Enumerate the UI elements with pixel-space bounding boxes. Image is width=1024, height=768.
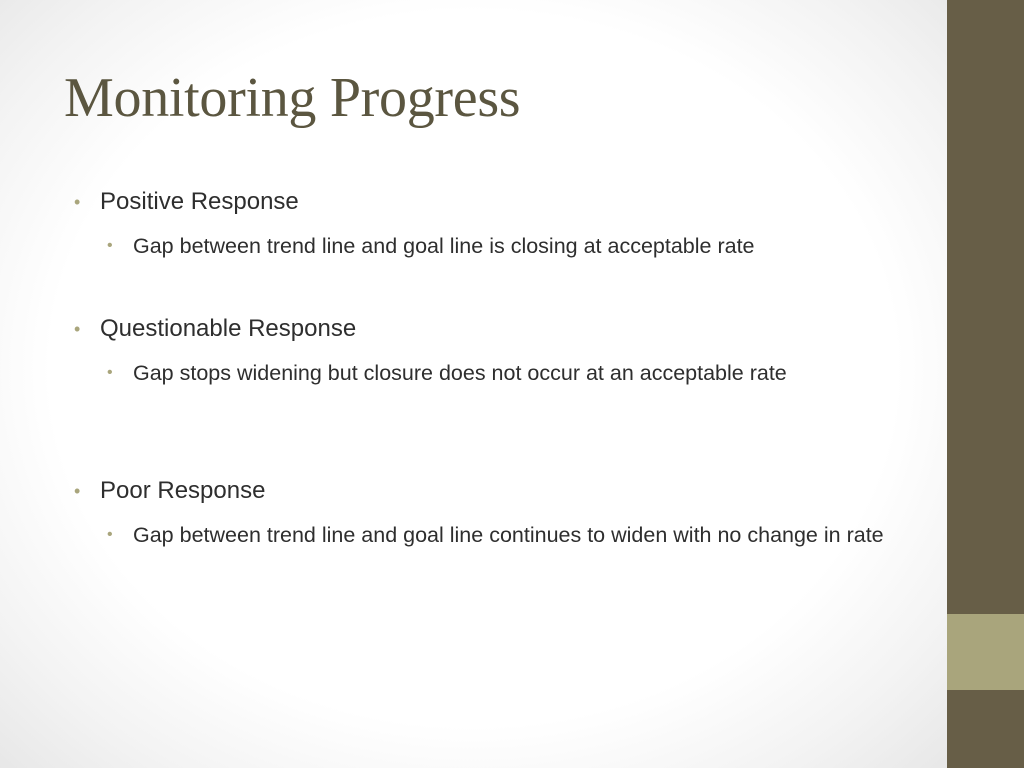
- sub-bullet-dot-icon: •: [107, 237, 113, 254]
- bullet-text: Positive Response: [100, 188, 299, 215]
- bullet-dot-icon: •: [74, 319, 81, 339]
- sub-bullet-text: Gap stops widening but closure does not occur at an acceptable rate: [133, 361, 787, 385]
- bullet-text: Questionable Response: [100, 315, 357, 342]
- sub-bullet-text: Gap between trend line and goal line is closing at acceptable rate: [133, 234, 755, 258]
- bullet-level2: [107, 229, 903, 263]
- bullet-level2: [107, 356, 903, 390]
- bullet-level1: [74, 476, 894, 506]
- sub-bullet-text: Gap between trend line and goal line continues to widen with no change in rate: [133, 523, 884, 547]
- bullet-dot-icon: •: [74, 192, 81, 212]
- bullet-level1: [74, 314, 894, 344]
- bullet-item-poor: [74, 476, 894, 552]
- bullet-level2: [107, 518, 903, 552]
- bullet-item-positive: [74, 187, 894, 263]
- bullet-level1: [74, 187, 894, 217]
- bullet-item-questionable: [74, 314, 894, 390]
- sub-bullet-dot-icon: •: [107, 364, 113, 381]
- bullet-text: Poor Response: [100, 477, 266, 504]
- slide-title: Monitoring Progress: [64, 67, 521, 129]
- side-decoration-accent: [947, 614, 1024, 690]
- sub-bullet-dot-icon: •: [107, 526, 113, 543]
- bullet-dot-icon: •: [74, 481, 81, 501]
